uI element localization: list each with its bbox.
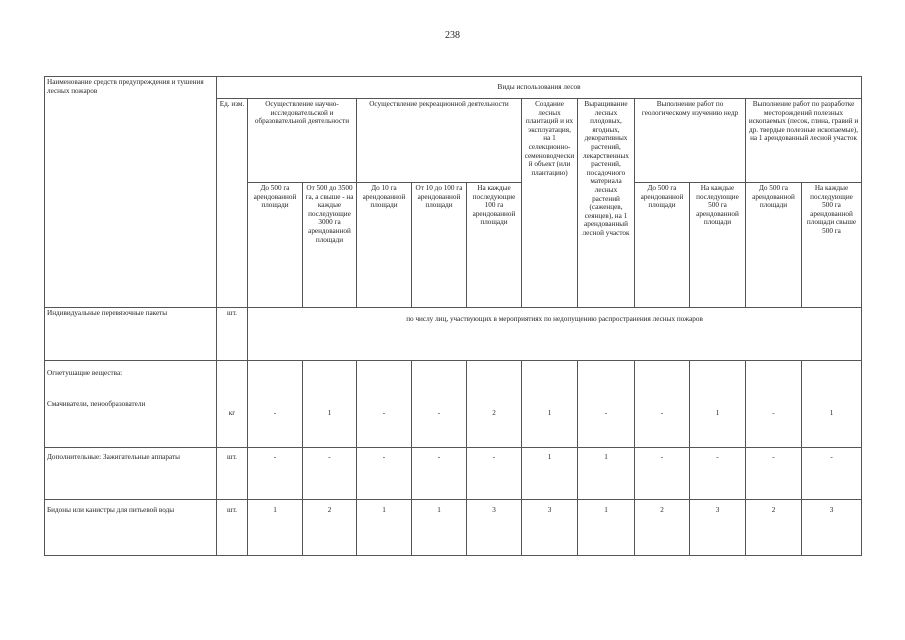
cell: - [412, 361, 467, 448]
cell: - [248, 361, 303, 448]
header-sub-2: От 500 до 3500 га, а свыше - на каждые последующие 3000 га арендованной площади [303, 183, 357, 308]
cell: 1 [412, 500, 467, 556]
cell: - [412, 448, 467, 500]
table-row [45, 308, 862, 361]
header-group-geology: Выполнение работ по геологическому изучению недр [635, 99, 746, 183]
row-name-cell [45, 361, 217, 448]
row-name: Бидоны или канистры для питьевой воды [45, 500, 217, 556]
header-sub-9: На каждые последующие 500 га арендованной площади свыше 500 га [802, 183, 862, 308]
cell: 1 [248, 500, 303, 556]
cell: - [746, 361, 802, 448]
row-name: Дополнительные: Зажигательные аппараты [45, 448, 217, 500]
fire-equipment-table [44, 76, 862, 556]
header-uses-title: Виды использования лесов [217, 77, 862, 99]
cell: 3 [802, 500, 862, 556]
cell: 1 [522, 361, 578, 448]
cell: - [357, 448, 412, 500]
table-row [45, 500, 862, 556]
header-sub-5: На каждые последующие 100 га арендованной площади [467, 183, 522, 308]
header-sub-1: До 500 га арендованной площади [248, 183, 303, 308]
header-sub-8: До 500 га арендованной площади [746, 183, 802, 308]
row-unit: шт. [217, 500, 248, 556]
header-unit: Ед. изм. [217, 99, 248, 308]
row-unit: шт. [217, 308, 248, 361]
cell: - [802, 448, 862, 500]
cell: 2 [467, 361, 522, 448]
cell: 1 [522, 448, 578, 500]
cell: - [248, 448, 303, 500]
cell: - [690, 448, 746, 500]
header-sub-6: До 500 га арендованной площади [635, 183, 690, 308]
cell: - [357, 361, 412, 448]
cell: 1 [357, 500, 412, 556]
cell: 3 [522, 500, 578, 556]
header-group-plantations: Создание лесных плантаций и их эксплуатация, на 1 селекционно-семеноводческий объект (или плантацию) [522, 99, 578, 308]
cell: 2 [303, 500, 357, 556]
table-row [45, 448, 862, 500]
cell: - [303, 448, 357, 500]
header-group-recreation: Осуществление рекреационной деятельности [357, 99, 522, 183]
row-unit: кг [217, 361, 248, 448]
table-row [45, 361, 862, 448]
header-row-1 [45, 77, 862, 99]
header-item-name: Наименование средств предупреждения и тушения лесных пожаров [45, 77, 217, 308]
page-number: 238 [445, 30, 460, 41]
cell: 1 [578, 448, 635, 500]
cell: - [746, 448, 802, 500]
cell: 3 [467, 500, 522, 556]
row-name: Индивидуальные перевязочные пакеты [45, 308, 217, 361]
row-unit: шт. [217, 448, 248, 500]
header-group-science: Осуществление научно-исследовательской и образовательной деятельности [248, 99, 357, 183]
cell: - [578, 361, 635, 448]
cell: 2 [746, 500, 802, 556]
cell: - [635, 361, 690, 448]
cell: 1 [303, 361, 357, 448]
header-group-cultivation: Выращивание лесных плодовых, ягодных, декоративных растений, лекарственных растений, посадочного материала лесных растений (саженцев, сеянцев), на 1 арендованный лесной участок [578, 99, 635, 308]
header-sub-3: До 10 га арендованной площади [357, 183, 412, 308]
header-sub-4: От 10 до 100 га арендованной площади [412, 183, 467, 308]
cell: 2 [635, 500, 690, 556]
row-name: Смачиватели, пенообразователи [47, 399, 146, 408]
header-group-mining: Выполнение работ по разработке месторождений полезных ископаемых (песок, глина, гравий и др. твердые полезные ископаемые), на 1 арендованный лесной участок [746, 99, 862, 183]
header-sub-7: На каждые последующие 500 га арендованной площади [690, 183, 746, 308]
cell: 1 [578, 500, 635, 556]
cell: 3 [690, 500, 746, 556]
row-span-text: по числу лиц, участвующих в мероприятиях по недопущению распространения лесных пожаров [248, 308, 862, 361]
cell: - [467, 448, 522, 500]
cell: 1 [802, 361, 862, 448]
group-label: Огнетушащие вещества: [47, 369, 123, 377]
cell: 1 [690, 361, 746, 448]
cell: - [635, 448, 690, 500]
